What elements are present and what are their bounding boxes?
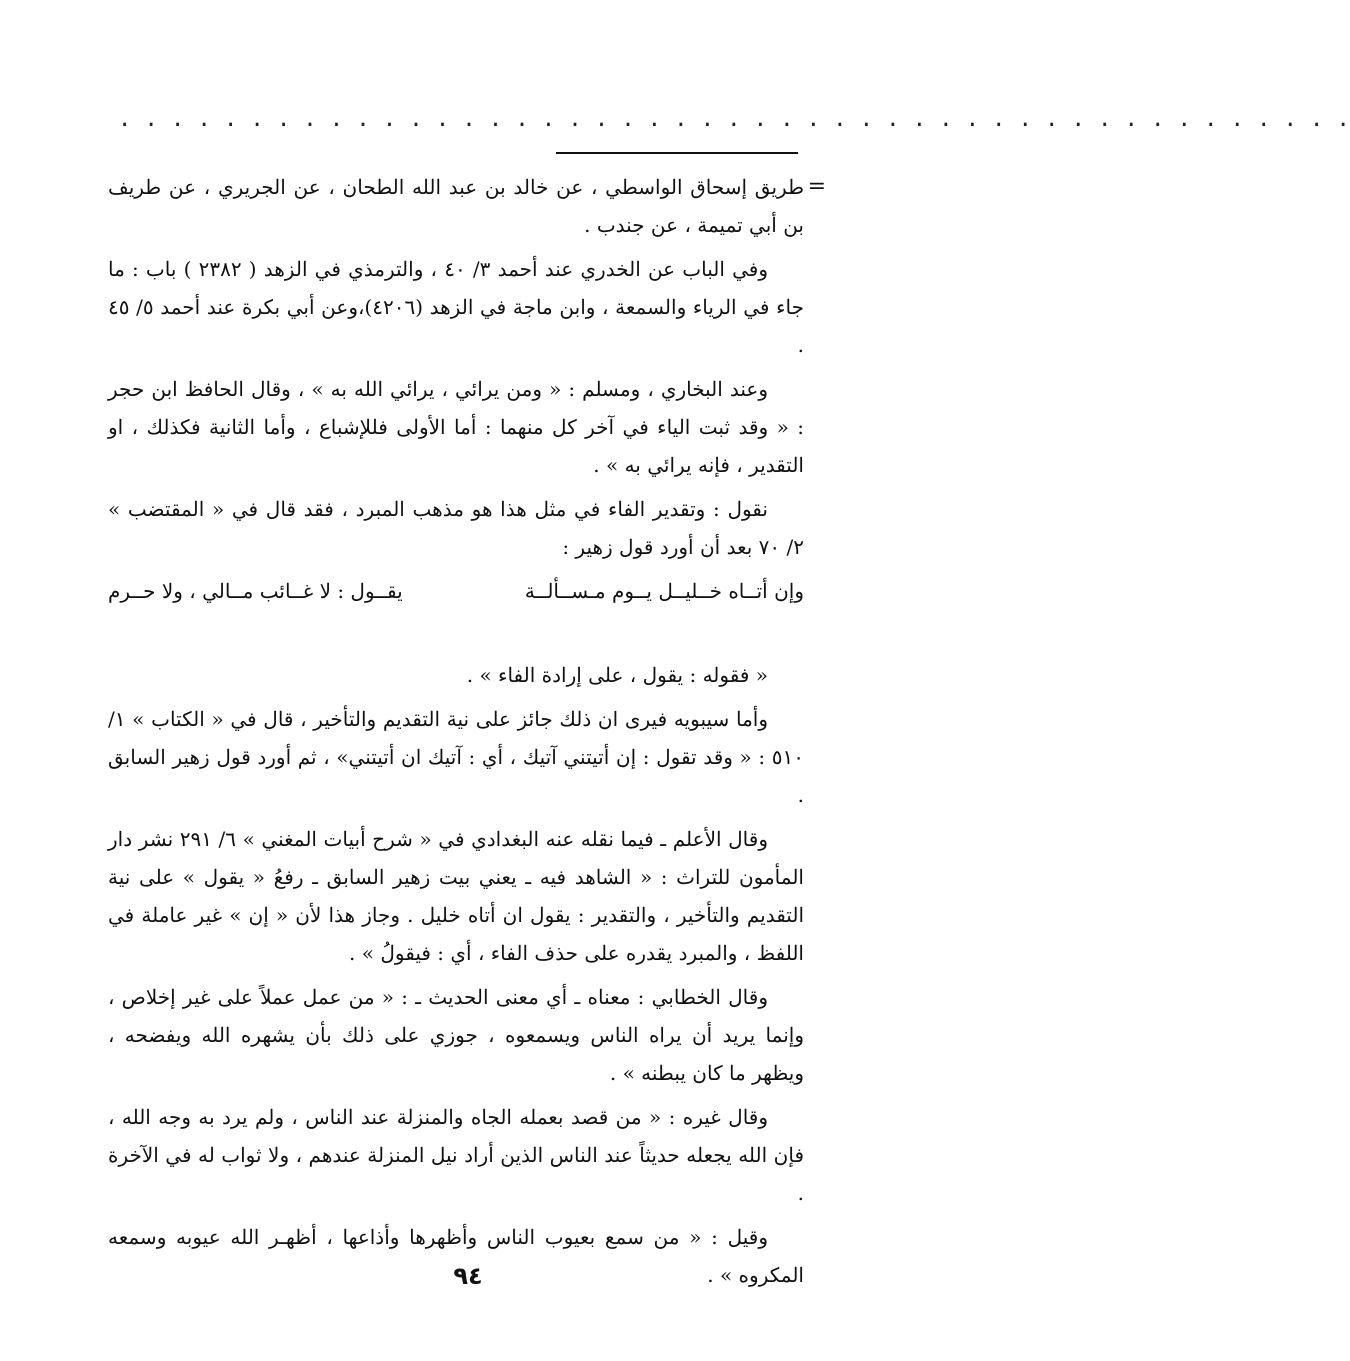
footnote-paragraph: وقيل : « من سمع بعيوب الناس وأظهرها وأذاعها ، أظهـر الله عيوبه وسمعه المكروه » . <box>108 1225 804 1287</box>
footnote-paragraph <box>108 168 826 244</box>
dotted-separator: . . . . . . . . . . . . . . . . . . . . . . . . . . . . . . . . . . . . . . . . . . . . . . . <box>118 107 1350 132</box>
verse-first-hemistich: وإن أتــاه خــليــل يــوم مـســألــة <box>524 579 804 603</box>
footnote-paragraph: وقال غيره : « من قصد بعمله الجاه والمنزلة عند الناس ، ولم يرد به وجه الله ، فإن الله يجعله حديثاً عند الناس الذين أراد نيل المنزلة عندهم ، ولا ثواب له في الآخرة . <box>108 1105 804 1205</box>
footnote-body <box>108 168 826 1300</box>
footnote-paragraph: « فقوله : يقول ، على إرادة الفاء » . <box>466 663 768 687</box>
footnote-paragraph: وأما سيبويه فيرى ان ذلك جائز على نية التقديم والتأخير ، قال في « الكتاب » ١/ ٥١٠ : « وقد تقول : إن أتيتني آتيك ، أي : آتيك ان أتيتني» ، ثم أورد قول زهير السابق . <box>108 707 804 807</box>
poetry-verse <box>108 572 804 610</box>
verse-second-hemistich: يقــول : لا غــائب مــالي ، ولا حــرم <box>108 579 403 603</box>
footnote-paragraph: وقال الأعلم ـ فيما نقله عنه البغدادي في « شرح أبيات المغني » ٦/ ٢٩١ نشر دار المأمون للتراث : « الشاهد فيه ـ يعني بيت زهير السابق ـ رفعُ « يقول » على نية التقديم والتأخير ، والتقدير : يقول ان أتاه خليل . وجاز هذا لأن « إن » غير عاملة في اللفظ ، والمبرد يقدره على حذف الفاء ، أي : فيقولُ » . <box>108 827 804 965</box>
continuation-marker: = <box>807 174 826 199</box>
footnote-paragraph: وقال الخطابي : معناه ـ أي معنى الحديث ـ : « من عمل عملاً على غير إخلاص ، وإنما يريد أن يراه الناس ويسمعوه ، جوزي على ذلك بأن يشهره الله ويفضحه ، ويظهر ما كان يبطنه » . <box>108 985 804 1085</box>
paragraph-text: طريق إسحاق الواسطي ، عن خالد بن عبد الله الطحان ، عن الجريري ، عن طريف بن أبي تميمة ، عن جندب . <box>108 175 804 237</box>
footnote-rule <box>556 152 798 154</box>
footnote-paragraph: وفي الباب عن الخدري عند أحمد ٣/ ٤٠ ، والترمذي في الزهد ( ٢٣٨٢ ) باب : ما جاء في الرياء والسمعة ، وابن ماجة في الزهد (٤٢٠٦)،وعن أبي بكرة عند أحمد ٥/ ٤٥ . <box>108 257 804 357</box>
footnote-paragraph: نقول : وتقدير الفاء في مثل هذا هو مذهب المبرد ، فقد قال في « المقتضب » ٢/ ٧٠ بعد أن أورد قول زهير : <box>108 497 804 559</box>
page-number: ٩٤ <box>453 1262 483 1290</box>
footnote-paragraph: وعند البخاري ، ومسلم : « ومن يرائي ، يرائي الله به » ، وقال الحافظ ابن حجر : « وقد ثبت الياء في آخر كل منهما : أما الأولى فللإشباع ، وأما الثانية فكذلك ، او التقدير ، فإنه يرائي به » . <box>108 377 805 477</box>
